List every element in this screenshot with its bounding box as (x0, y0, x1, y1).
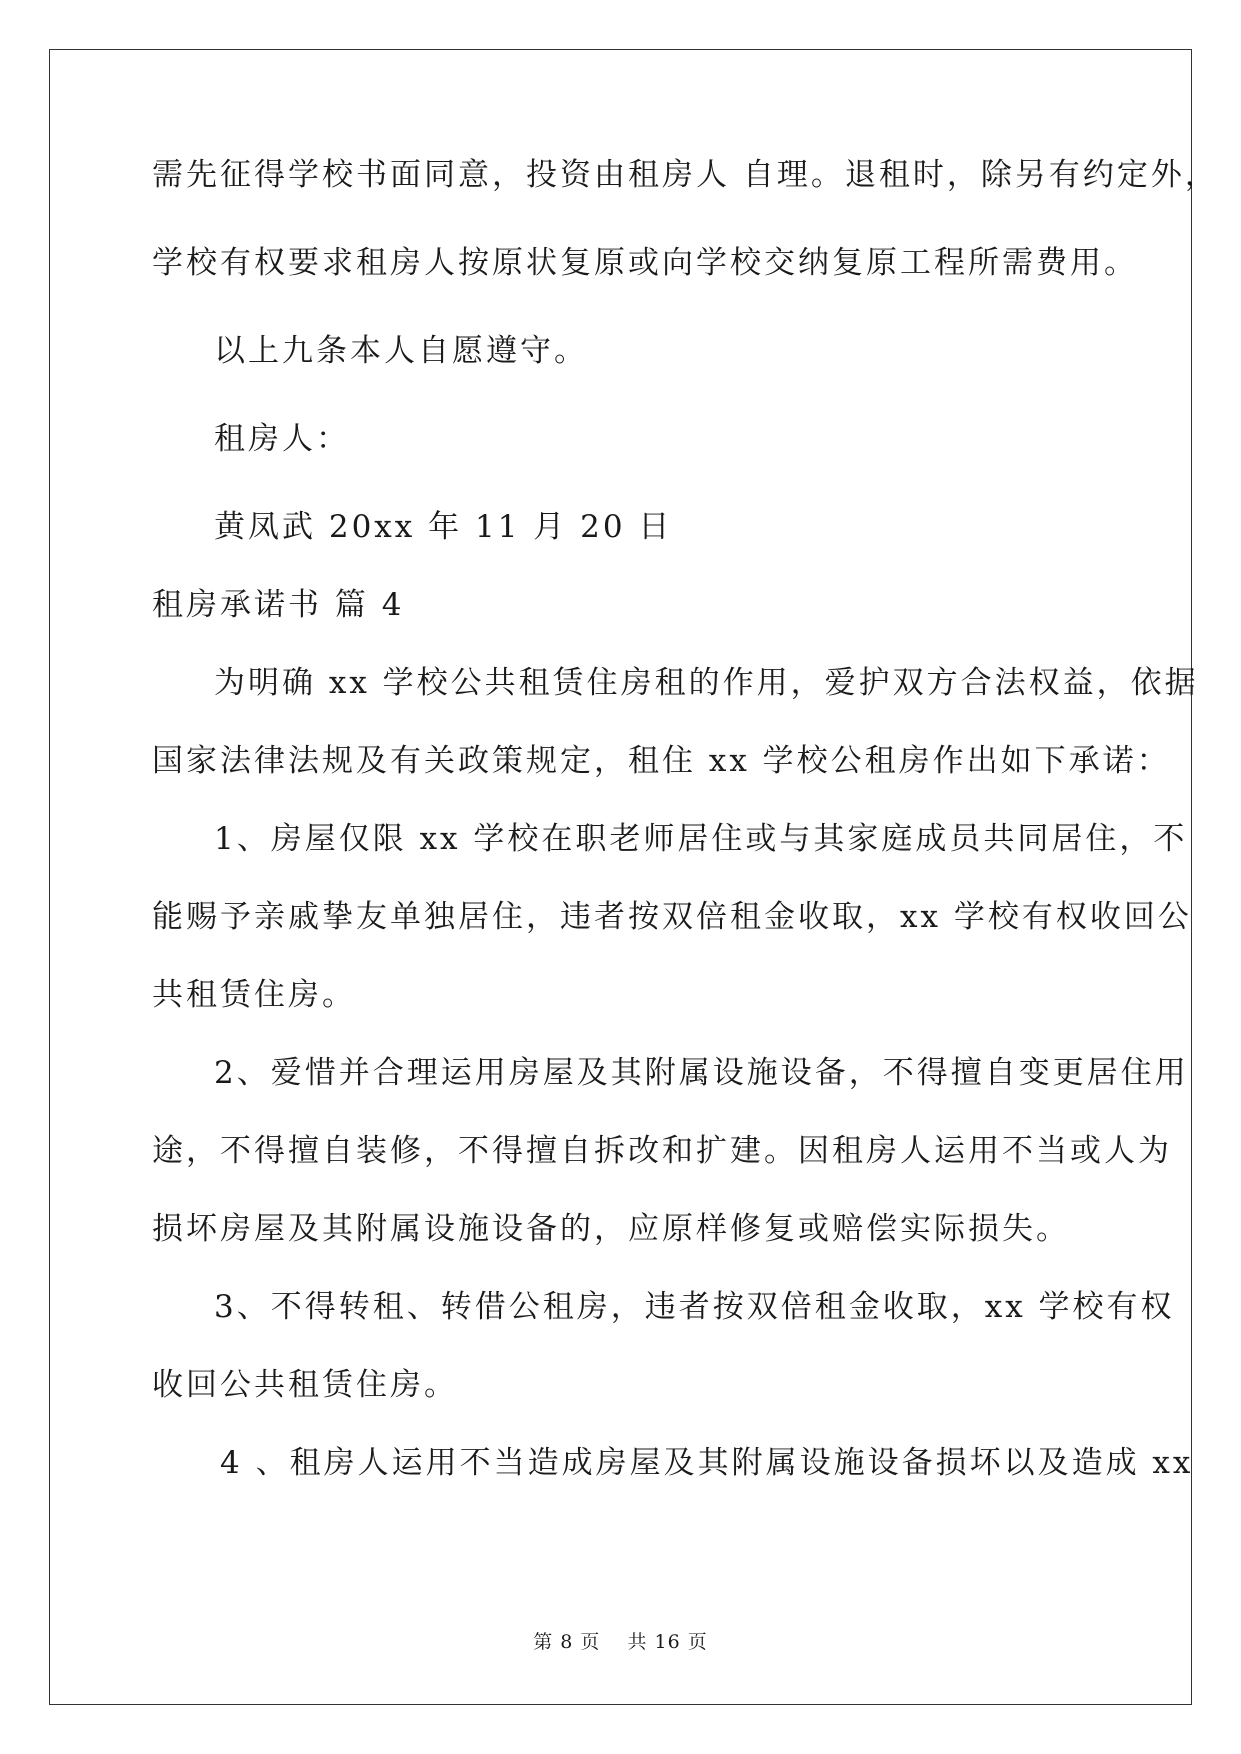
text-line: 需先征得学校书面同意，投资由租房人 自理。退租时，除另有约定外， (152, 157, 1219, 193)
text-line: 为明确 xx 学校公共租赁住房租的作用，爱护双方合法权益，依据 (214, 665, 1199, 701)
text-line: 共租赁住房。 (152, 977, 356, 1013)
page-number-footer: 第 8 页 共 16 页 (533, 1631, 708, 1653)
section-heading: 租房承诺书 篇 4 (152, 587, 405, 623)
text-line: 4 、租房人运用不当造成房屋及其附属设施设备损坏以及造成 xx (220, 1445, 1194, 1481)
text-line: 学校有权要求租房人按原状复原或向学校交纳复原工程所需费用。 (152, 245, 1138, 281)
text-line: 1、房屋仅限 xx 学校在职老师居住或与其家庭成员共同居住，不 (214, 821, 1188, 857)
text-line: 2、爱惜并合理运用房屋及其附属设施设备，不得擅自变更居住用 (214, 1055, 1189, 1091)
text-line: 以上九条本人自愿遵守。 (214, 333, 588, 369)
text-line: 3、不得转租、转借公租房，违者按双倍租金收取，xx 学校有权 (214, 1289, 1175, 1325)
text-line: 收回公共租赁住房。 (152, 1367, 458, 1403)
text-line: 途，不得擅自装修，不得擅自拆改和扩建。因租房人运用不当或人为 (152, 1133, 1172, 1169)
text-line: 租房人： (214, 421, 350, 457)
text-line: 国家法律法规及有关政策规定，租住 xx 学校公租房作出如下承诺： (152, 743, 1171, 779)
text-line: 能赐予亲戚挚友单独居住，违者按双倍租金收取，xx 学校有权收回公 (152, 899, 1192, 935)
text-line: 损坏房屋及其附属设施设备的，应原样修复或赔偿实际损失。 (152, 1211, 1070, 1247)
signature-date-line: 黄凤武 20xx 年 11 月 20 日 (214, 509, 673, 545)
